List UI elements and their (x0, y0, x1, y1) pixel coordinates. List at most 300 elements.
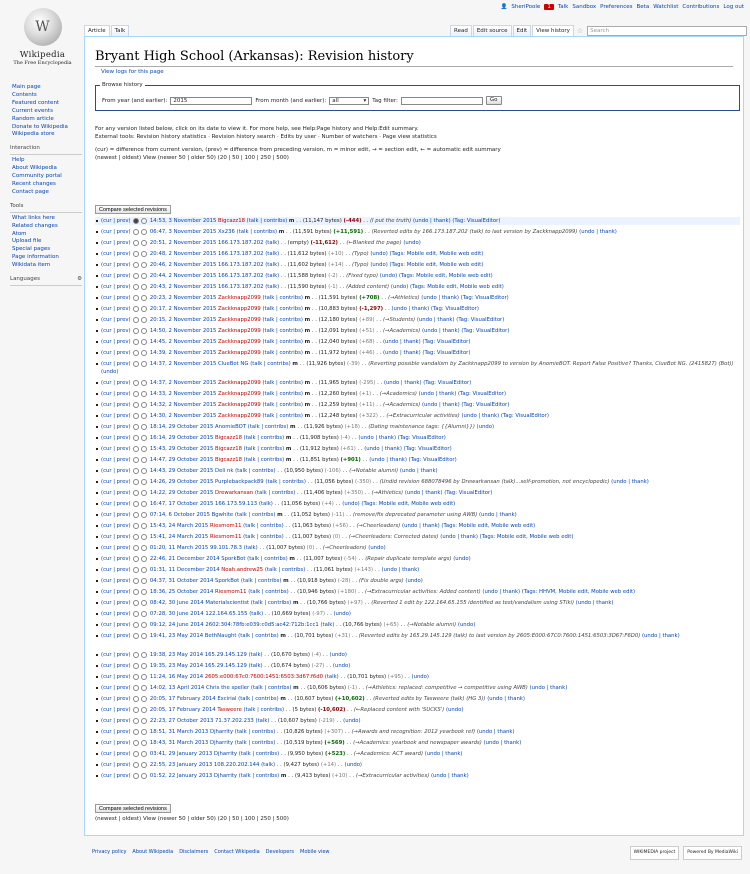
revision-actions[interactable]: (undo | thank) (Tag: VisualEditor) (383, 380, 472, 386)
revision-date-link[interactable]: 18:51, 31 March 2013 (149, 729, 209, 735)
revision-actions[interactable]: (undo) (Tags: Mobile edit, Mobile web edit) (390, 284, 504, 290)
cur-prev-links[interactable]: (cur | prev) (101, 600, 133, 606)
revision-actions[interactable]: (undo | thank) (Tag: VisualEditor) (421, 328, 510, 334)
sidebar-heading-interaction[interactable]: Interaction (10, 145, 82, 155)
watch-star-icon[interactable]: ☆ (576, 26, 584, 35)
cur-prev-links[interactable]: (cur | prev) (101, 512, 133, 518)
revision-user-link[interactable]: Noah.andrew25 (221, 567, 264, 573)
revision-date-link[interactable]: 20:48, 2 November 2015 (149, 251, 217, 257)
user-tool-links[interactable]: (talk | contribs) (265, 479, 306, 485)
revision-date-link[interactable]: 18:43, 31 March 2013 (149, 740, 209, 746)
radio-new[interactable] (141, 339, 147, 345)
sidebar-item-tools[interactable]: Page information (12, 254, 59, 261)
radio-old[interactable] (133, 424, 139, 430)
beta-link[interactable]: Beta (636, 4, 650, 10)
cur-prev-links[interactable]: (cur | prev) (101, 740, 133, 746)
radio-old[interactable] (133, 600, 139, 606)
footer-link[interactable]: Privacy policy (92, 849, 127, 855)
sidebar-item-main[interactable]: Main page (12, 84, 41, 90)
revision-actions[interactable]: (undo) (101, 369, 119, 375)
revision-date-link[interactable]: 01:20, 11 March 2015 (149, 545, 209, 551)
radio-new[interactable] (141, 424, 147, 430)
sidebar-item-tools[interactable]: Special pages (12, 246, 51, 253)
sidebar-item-interaction[interactable]: Help (12, 157, 25, 164)
revision-actions[interactable]: (undo) (Tags: Mobile edit, Mobile web edit) (379, 273, 493, 279)
revision-actions[interactable]: (undo | thank) (399, 468, 438, 474)
user-tool-links[interactable]: (talk | contribs) (262, 391, 303, 397)
radio-new[interactable] (141, 218, 147, 224)
cur-prev-links[interactable]: (cur | prev) (101, 556, 133, 562)
revision-date-link[interactable]: 14:39, 2 November 2015 (149, 350, 217, 356)
revision-actions[interactable]: (undo | thank) (Tag: VisualEditor) (412, 218, 501, 224)
cur-prev-links[interactable]: (cur | prev) (101, 718, 133, 724)
revision-user-link[interactable]: Riesmom11 (209, 534, 242, 540)
revision-user-link[interactable]: Zackknapp2099 (218, 391, 261, 397)
revision-date-link[interactable]: 22:55, 23 January 2013 (149, 762, 213, 768)
revision-user-link[interactable]: Zackknapp2099 (218, 413, 261, 419)
user-tool-links[interactable]: (talk) (249, 611, 264, 617)
user-tool-links[interactable]: (talk) (258, 501, 273, 507)
cur-prev-links[interactable]: (cur | prev) (101, 490, 133, 496)
radio-old[interactable] (133, 435, 139, 441)
radio-old[interactable] (133, 350, 139, 356)
user-tool-links[interactable]: (talk | contribs) (264, 567, 306, 573)
revision-user-link[interactable]: Tasweere (217, 707, 242, 713)
radio-old[interactable] (133, 306, 139, 312)
revision-actions[interactable]: (undo | thank) (478, 512, 517, 518)
revision-date-link[interactable]: 14:50, 2 November 2015 (149, 328, 217, 334)
radio-new[interactable] (141, 523, 147, 529)
radio-new[interactable] (141, 600, 147, 606)
revision-actions[interactable]: (undo | thank) (Tag: VisualEditor) (382, 339, 471, 345)
footer-link[interactable]: Contact Wikipedia (214, 849, 260, 855)
radio-new[interactable] (141, 468, 147, 474)
radio-old[interactable] (133, 773, 139, 779)
user-tool-links[interactable]: (talk) (324, 674, 339, 680)
revision-actions[interactable]: (undo) (403, 240, 421, 246)
radio-old[interactable] (133, 762, 139, 768)
revision-actions[interactable]: (undo | thank) (Tag: VisualEditor) (369, 457, 457, 463)
cur-prev-links[interactable]: (cur | prev) (101, 229, 133, 235)
radio-new[interactable] (141, 707, 147, 713)
footer-link[interactable]: About Wikipedia (132, 849, 174, 855)
user-tool-links[interactable]: (talk | contribs) (234, 512, 276, 518)
radio-new[interactable] (141, 696, 147, 702)
year-input[interactable]: 2015 (170, 97, 252, 105)
radio-old[interactable] (133, 751, 139, 757)
revision-user-link[interactable]: Zackknapp2099 (218, 402, 261, 408)
radio-old[interactable] (133, 468, 139, 474)
user-tool-links[interactable]: (talk | contribs) (238, 696, 279, 702)
radio-old[interactable] (133, 556, 139, 562)
revision-actions[interactable]: (undo | thank) (575, 600, 614, 606)
cur-prev-links[interactable]: (cur | prev) (101, 751, 133, 757)
cur-prev-links[interactable]: (cur | prev) (101, 633, 133, 639)
radio-new[interactable] (141, 413, 147, 419)
user-tool-links[interactable]: (talk | contribs) (246, 218, 288, 224)
user-tool-links[interactable]: (talk) (265, 284, 280, 290)
revision-actions[interactable]: (undo | thank) (Tag: VisualEditor) (404, 490, 493, 496)
radio-old[interactable] (133, 262, 139, 268)
revision-date-link[interactable]: 14:37, 2 November 2015 (149, 361, 217, 367)
radio-old[interactable] (133, 446, 139, 452)
cur-prev-links[interactable]: (cur | prev) (101, 545, 133, 551)
revision-date-link[interactable]: 07:14, 6 October 2015 (149, 512, 210, 518)
go-button[interactable]: Go (486, 96, 502, 105)
sidebar-item-main[interactable]: Current events (12, 107, 53, 114)
radio-old[interactable] (133, 633, 139, 639)
revision-date-link[interactable]: 20:46, 2 November 2015 (149, 262, 217, 268)
sidebar-item-tools[interactable]: Related changes (12, 222, 58, 229)
radio-old[interactable] (133, 729, 139, 735)
mediawiki-badge[interactable]: Powered By MediaWiki (683, 846, 742, 860)
user-tool-links[interactable]: (talk) (320, 622, 335, 628)
revision-date-link[interactable]: 01:52, 22 January 2013 (149, 773, 213, 779)
revision-date-link[interactable]: 08:42, 30 June 2014 (149, 600, 204, 606)
cur-prev-links[interactable]: (cur | prev) (101, 567, 133, 573)
tab-edit-source[interactable]: Edit source (473, 25, 512, 36)
user-tool-links[interactable]: (talk | contribs) (238, 773, 280, 779)
radio-old[interactable] (133, 523, 139, 529)
cur-prev-links[interactable]: (cur | prev) (101, 611, 133, 617)
radio-old[interactable] (133, 251, 139, 257)
sidebar-item-interaction[interactable]: Community portal (12, 173, 62, 180)
radio-new[interactable] (141, 391, 147, 397)
revision-date-link[interactable]: 19:38, 23 May 2014 (149, 652, 204, 658)
user-tool-links[interactable]: (talk) (248, 652, 263, 658)
sidebar-item-main[interactable]: Contents (12, 91, 37, 98)
user-tool-links[interactable]: (talk | contribs) (243, 457, 285, 463)
revision-date-link[interactable]: 14:45, 2 November 2015 (149, 339, 217, 345)
cur-prev-links[interactable]: (cur | prev) (101, 413, 133, 419)
user-tool-links[interactable]: (talk | contribs) (248, 589, 289, 595)
revision-date-link[interactable]: 18:14, 29 October 2015 (149, 424, 214, 430)
tab-view-history[interactable]: View history (532, 25, 574, 36)
revision-actions[interactable]: (undo) (453, 556, 471, 562)
user-tool-links[interactable]: (talk) (265, 240, 280, 246)
revision-date-link[interactable]: 14:43, 29 October 2015 (149, 468, 214, 474)
revision-user-link[interactable]: Zackknapp2099 (218, 339, 261, 345)
radio-old[interactable] (133, 295, 139, 301)
radio-new[interactable] (141, 545, 147, 551)
radio-new[interactable] (141, 652, 147, 658)
revision-date-link[interactable]: 15:43, 24 March 2015 (149, 523, 209, 529)
revision-actions[interactable]: (undo | thank) (641, 633, 680, 639)
revision-user-link[interactable]: Drewarkansan (215, 490, 254, 496)
revision-date-link[interactable]: 14:32, 2 November 2015 (149, 402, 217, 408)
revision-user-link[interactable]: Djharrity (209, 740, 234, 746)
revision-date-link[interactable]: 15:43, 29 October 2015 (149, 446, 214, 452)
revision-actions[interactable]: (undo | thank) (381, 567, 420, 573)
revision-user-link[interactable]: Djharrity (209, 729, 234, 735)
revision-actions[interactable]: (undo | thank) (611, 479, 649, 485)
radio-old[interactable] (133, 652, 139, 658)
radio-old[interactable] (133, 534, 139, 540)
revision-user-link[interactable]: Purplebackpack89 (215, 479, 264, 485)
sidebar-item-main[interactable]: Wikipedia store (12, 131, 55, 138)
radio-old[interactable] (133, 663, 139, 669)
cur-prev-links[interactable]: (cur | prev) (101, 251, 133, 257)
cur-prev-links[interactable]: (cur | prev) (101, 295, 133, 301)
revision-user-link[interactable]: 166.173.187.202 (218, 284, 264, 290)
radio-old[interactable] (133, 707, 139, 713)
cur-prev-links[interactable]: (cur | prev) (101, 424, 133, 430)
view-logs-link[interactable]: View logs for this page (101, 69, 164, 75)
radio-old[interactable] (133, 512, 139, 518)
cur-prev-links[interactable]: (cur | prev) (101, 696, 133, 702)
radio-new[interactable] (141, 273, 147, 279)
sidebar-item-interaction[interactable]: Contact page (12, 188, 49, 195)
radio-old[interactable] (133, 545, 139, 551)
radio-old[interactable] (133, 501, 139, 507)
cur-prev-links[interactable]: (cur | prev) (101, 350, 133, 356)
revision-user-link[interactable]: Djharrity (213, 773, 238, 779)
revision-actions[interactable]: (undo | thank) (Tags: HHVM, Mobile edit, Mobile web edit) (482, 589, 636, 595)
revision-actions[interactable]: (undo | thank) (Tag: VisualEditor) (418, 391, 507, 397)
revision-date-link[interactable]: 06:47, 3 November 2015 (149, 229, 217, 235)
radio-old[interactable] (133, 567, 139, 573)
revision-user-link[interactable]: Riesmom11 (215, 589, 247, 595)
radio-new[interactable] (141, 501, 147, 507)
radio-new[interactable] (141, 633, 147, 639)
revision-user-link[interactable]: 122.164.65.155 (205, 611, 248, 617)
cur-prev-links[interactable]: (cur | prev) (101, 262, 133, 268)
revision-actions[interactable]: (undo | thank) (Tag: VisualEditor) (391, 306, 479, 312)
radio-new[interactable] (141, 240, 147, 246)
revision-actions[interactable]: (undo | thank) (Tag: VisualEditor) (416, 317, 505, 323)
sidebar-heading-languages[interactable] (10, 276, 82, 286)
revision-user-link[interactable]: Xx236 (218, 229, 235, 235)
user-tool-links[interactable]: (talk | contribs) (262, 402, 303, 408)
cur-prev-links[interactable]: (cur | prev) (101, 328, 133, 334)
user-tool-links[interactable]: (talk) (265, 251, 280, 257)
revision-user-link[interactable]: Bigcazz18 (215, 446, 242, 452)
revision-date-link[interactable]: 14:53, 3 November 2015 (149, 218, 217, 224)
radio-new[interactable] (141, 457, 147, 463)
radio-old[interactable] (133, 622, 139, 628)
radio-old[interactable] (133, 339, 139, 345)
radio-new[interactable] (141, 589, 147, 595)
revision-date-link[interactable]: 19:35, 23 May 2014 (149, 663, 204, 669)
month-select[interactable] (329, 97, 369, 105)
cur-prev-links[interactable]: (cur | prev) (101, 762, 133, 768)
user-tool-links[interactable]: (talk | contribs) (262, 295, 303, 301)
user-tool-links[interactable]: (talk | contribs) (243, 446, 285, 452)
user-tool-links[interactable]: (talk | contribs) (254, 490, 296, 496)
revision-actions[interactable]: (undo) (Tags: Mobile edit, Mobile web edit) (370, 251, 484, 257)
user-tool-links[interactable]: (talk) (265, 273, 280, 279)
revision-date-link[interactable]: 07:28, 30 June 2014 (149, 611, 204, 617)
cur-prev-links[interactable]: (cur | prev) (101, 479, 133, 485)
revision-user-link[interactable]: Zackknapp2099 (218, 306, 261, 312)
revision-user-link[interactable]: Materialscientist (205, 600, 250, 606)
revision-actions[interactable]: (undo) (344, 762, 362, 768)
revision-user-link[interactable]: Zackknapp2099 (218, 317, 261, 323)
revision-user-link[interactable]: 2602:304:78fb:e039:c0d5:ac42:712b:1cc1 (205, 622, 319, 628)
revision-actions[interactable]: (undo | thank) (483, 740, 522, 746)
cur-prev-links[interactable]: (cur | prev) (101, 402, 133, 408)
user-tool-links[interactable]: (talk | contribs) (240, 578, 282, 584)
revision-actions[interactable]: (undo | thank) (529, 685, 568, 691)
user-tool-links[interactable]: (talk | contribs) (262, 380, 303, 386)
revision-user-link[interactable]: Zackknapp2099 (218, 350, 261, 356)
tag-filter-input[interactable] (401, 97, 483, 105)
revision-actions[interactable]: (undo | thank) (476, 729, 515, 735)
revision-user-link[interactable]: 166.173.59.113 (215, 501, 258, 507)
revision-user-link[interactable]: 166.173.187.202 (218, 273, 264, 279)
user-tool-links[interactable]: (talk | contribs) (243, 523, 284, 529)
cur-prev-links[interactable]: (cur | prev) (101, 707, 133, 713)
cur-prev-links[interactable]: (cur | prev) (101, 339, 133, 345)
sidebar-item-tools[interactable]: Wikidata item (12, 262, 51, 269)
revision-user-link[interactable]: 99.101.78.3 (209, 545, 242, 551)
cur-prev-links[interactable]: (cur | prev) (101, 446, 133, 452)
watchlist-link[interactable]: Watchlist (653, 4, 679, 10)
revision-date-link[interactable]: 22:23, 27 October 2013 (149, 718, 214, 724)
cur-prev-links[interactable]: (cur | prev) (101, 729, 133, 735)
radio-old[interactable] (133, 696, 139, 702)
radio-old[interactable] (133, 740, 139, 746)
cur-prev-links[interactable]: (cur | prev) (101, 457, 133, 463)
cur-prev-links[interactable]: (cur | prev) (101, 622, 133, 628)
cur-prev-links[interactable]: (cur | prev) (101, 652, 133, 658)
radio-old[interactable] (133, 490, 139, 496)
user-tool-links[interactable]: (talk | contribs) (262, 350, 303, 356)
revision-user-link[interactable]: BethNaught (204, 633, 237, 639)
user-tool-links[interactable]: (talk | contribs) (235, 468, 276, 474)
radio-old[interactable] (133, 479, 139, 485)
tab-talk[interactable]: Talk (111, 25, 130, 36)
sidebar-item-main[interactable]: Donate to Wikipedia (12, 123, 68, 130)
radio-new[interactable] (141, 306, 147, 312)
radio-old[interactable] (133, 457, 139, 463)
radio-new[interactable] (141, 685, 147, 691)
revision-date-link[interactable]: 20:05, 17 February 2014 (149, 707, 216, 713)
radio-old[interactable] (133, 361, 139, 367)
revision-date-link[interactable]: 20:05, 17 February 2014 (149, 696, 216, 702)
revision-actions[interactable]: (undo | thank) (Tag: VisualEditor) (364, 446, 452, 452)
radio-old[interactable] (133, 391, 139, 397)
user-tool-links[interactable]: (talk) (248, 663, 263, 669)
user-tool-links[interactable]: (talk) (265, 262, 280, 268)
user-tool-links[interactable]: (talk | contribs) (262, 413, 303, 419)
revision-user-link[interactable]: Bgwhite (211, 512, 234, 518)
tab-edit[interactable]: Edit (513, 25, 532, 36)
revision-user-link[interactable]: Djharrity (213, 751, 238, 757)
revision-user-link[interactable]: Deli nk (215, 468, 234, 474)
user-tool-links[interactable]: (talk | contribs) (238, 633, 279, 639)
revision-user-link[interactable]: Excirial (217, 696, 237, 702)
sidebar-item-tools[interactable]: Upload file (12, 238, 42, 245)
cur-prev-links[interactable]: (cur | prev) (101, 361, 133, 367)
radio-old[interactable] (133, 229, 139, 235)
user-tool-links[interactable]: (talk) (255, 718, 270, 724)
user-tool-links[interactable]: (talk | contribs) (247, 424, 289, 430)
revision-actions[interactable]: (undo | thank) (Tag: VisualEditor) (421, 295, 509, 301)
talk-link[interactable]: Talk (557, 4, 569, 10)
radio-old[interactable] (133, 578, 139, 584)
radio-new[interactable] (141, 718, 147, 724)
revision-date-link[interactable]: 19:41, 23 May 2014 (149, 633, 204, 639)
radio-new[interactable] (141, 556, 147, 562)
revision-user-link[interactable]: SporkBot (215, 578, 240, 584)
preferences-link[interactable]: Preferences (600, 4, 633, 10)
revision-actions[interactable]: (undo) (405, 578, 423, 584)
cur-prev-links[interactable]: (cur | prev) (101, 501, 133, 507)
revision-date-link[interactable]: 14:02, 13 April 2014 (149, 685, 205, 691)
revision-user-link[interactable]: Zackknapp2099 (218, 380, 261, 386)
radio-new[interactable] (141, 435, 147, 441)
revision-user-link[interactable]: SporkBot (221, 556, 246, 562)
radio-new[interactable] (141, 229, 147, 235)
search-input[interactable]: Search (587, 26, 747, 36)
radio-new[interactable] (141, 773, 147, 779)
radio-new[interactable] (141, 567, 147, 573)
radio-new[interactable] (141, 762, 147, 768)
revision-date-link[interactable]: 14:22, 29 October 2015 (149, 490, 214, 496)
user-tool-links[interactable]: (talk | contribs) (238, 751, 280, 757)
radio-old[interactable] (133, 380, 139, 386)
revision-date-link[interactable]: 20:15, 2 November 2015 (149, 317, 217, 323)
revision-date-link[interactable]: 16:47, 17 October 2015 (149, 501, 214, 507)
footer-link[interactable]: Mobile view (300, 849, 330, 855)
revision-actions[interactable]: (undo | thank) (Tags: Mobile edit, Mobile web edit) (402, 523, 536, 529)
radio-old[interactable] (133, 611, 139, 617)
revision-user-link[interactable]: 2605:e000:67c0:7600:1451:6503:3d67:f6d0 (204, 674, 324, 680)
cur-prev-links[interactable]: (cur | prev) (101, 468, 133, 474)
radio-new[interactable] (141, 729, 147, 735)
revision-actions[interactable]: (undo) (Tags: Mobile edit, Mobile web edit) (370, 262, 484, 268)
revision-actions[interactable]: (undo) (457, 622, 476, 628)
cur-prev-links[interactable]: (cur | prev) (101, 391, 133, 397)
radio-new[interactable] (141, 534, 147, 540)
wikimedia-badge[interactable]: WIKIMEDIA project (630, 846, 680, 860)
notification-badge[interactable]: 1 (544, 4, 554, 10)
sandbox-link[interactable]: Sandbox (572, 4, 597, 10)
revision-user-link[interactable]: 166.173.187.202 (218, 262, 264, 268)
radio-new[interactable] (141, 361, 147, 367)
radio-new[interactable] (141, 479, 147, 485)
revision-date-link[interactable]: 14:47, 29 October 2015 (149, 457, 214, 463)
revision-actions[interactable]: (undo | thank) (Tag: VisualEditor) (421, 402, 510, 408)
revision-actions[interactable]: (undo) (411, 674, 429, 680)
cur-prev-links[interactable]: (cur | prev) (101, 273, 133, 279)
sidebar-item-main[interactable]: Featured content (12, 99, 60, 106)
pager-bottom[interactable]: (newest | oldest) View (newer 50 | older 50) (20 | 50 | 100 | 250 | 500) (95, 816, 289, 822)
radio-new[interactable] (141, 380, 147, 386)
radio-old[interactable] (133, 589, 139, 595)
cur-prev-links[interactable]: (cur | prev) (101, 306, 133, 312)
cur-prev-links[interactable]: (cur | prev) (101, 663, 133, 669)
cur-prev-links[interactable]: (cur | prev) (101, 578, 133, 584)
revision-user-link[interactable]: Bigcazz18 (218, 218, 245, 224)
radio-new[interactable] (141, 350, 147, 356)
user-tool-links[interactable]: (talk | contribs) (262, 306, 303, 312)
revision-date-link[interactable]: 01:31, 11 December 2014 (149, 567, 220, 573)
radio-new[interactable] (141, 402, 147, 408)
revision-date-link[interactable]: 14:33, 2 November 2015 (149, 391, 217, 397)
revision-date-link[interactable]: 14:26, 29 October 2015 (149, 479, 214, 485)
radio-old[interactable] (133, 413, 139, 419)
radio-new[interactable] (141, 262, 147, 268)
revision-user-link[interactable]: 108.220.202.144 (213, 762, 260, 768)
revision-user-link[interactable]: 166.173.187.202 (218, 251, 264, 257)
revision-user-link[interactable]: Bigcazz18 (215, 435, 242, 441)
user-tool-links[interactable]: (talk | contribs) (234, 729, 276, 735)
compare-revisions-button[interactable]: Compare selected revisions (95, 205, 171, 214)
radio-new[interactable] (141, 284, 147, 290)
revision-actions[interactable]: (undo | thank) (430, 773, 469, 779)
